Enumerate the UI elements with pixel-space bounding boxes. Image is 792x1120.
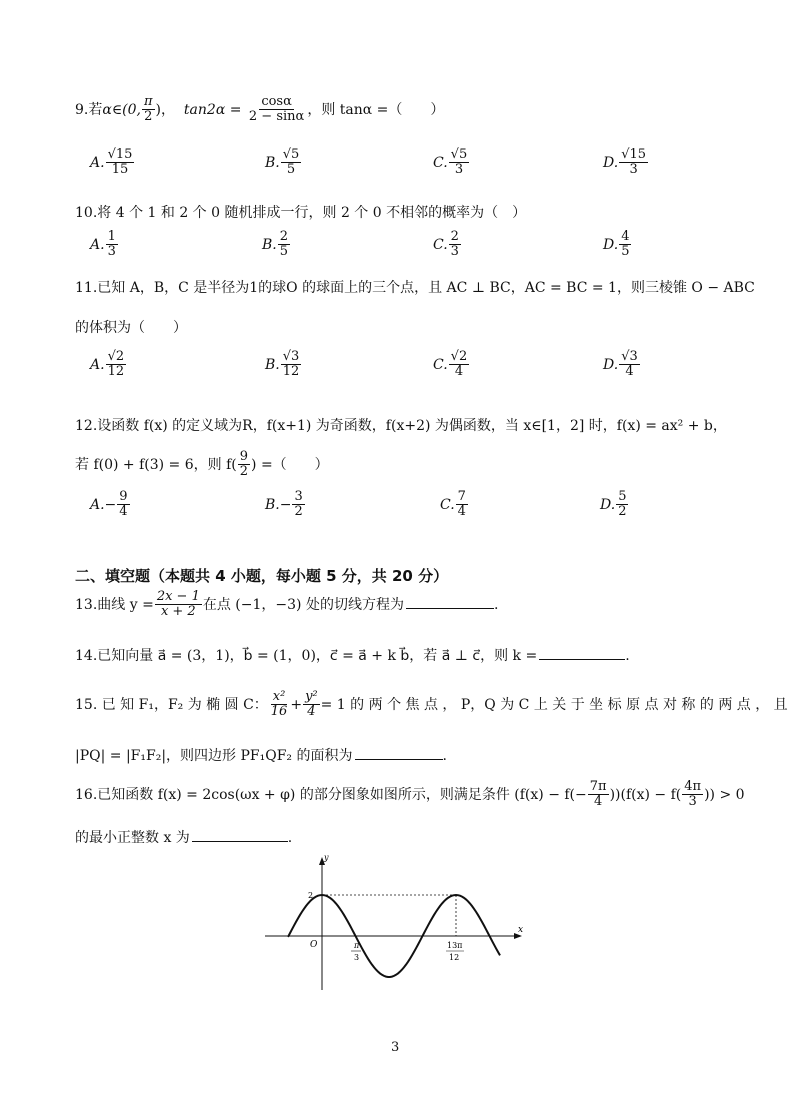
x-tick-pi-3-den: 3 (354, 953, 360, 962)
q9-option-d: D. $\frac{√15}{3}$ (603, 147, 647, 178)
q10-option-b: B. $\frac{2}{5}$ (262, 229, 289, 260)
q13-stem: 13.曲线 y = $\frac{2x - 1}{x + 2}$ 在点 (−1，−3) 处的切线方程为 . (75, 589, 499, 620)
q11-option-d: D. $\frac{√3}{4}$ (603, 349, 638, 380)
x-tick-13pi-12-num: 13π (447, 941, 463, 950)
x-tick-pi-3-num: π (354, 941, 360, 950)
q10-stem: 10.将 4 个 1 和 2 个 0 随机排成一行，则 2 个 0 不相邻的概率为（ ） (75, 205, 527, 221)
cosine-graph (260, 850, 530, 995)
q11-option-b: B. $\frac{√3}{12}$ (265, 349, 300, 380)
x-tick-13pi-12-den: 12 (449, 953, 460, 962)
y-axis-label: y (324, 853, 329, 862)
q11-stem-line2: 的体积为（ ） (75, 320, 187, 336)
q16-stem-line2: 的最小正整数 x 为 . (75, 830, 293, 846)
q14-answer-blank[interactable] (539, 659, 625, 660)
q9-option-c: C. $\frac{√5}{3}$ (433, 147, 468, 178)
q10-option-a: A. $\frac{1}{3}$ (90, 229, 116, 260)
q9-option-b: B. $\frac{√5}{5}$ (265, 147, 300, 178)
q10-option-c: C. $\frac{2}{3}$ (433, 229, 459, 260)
y-tick-label: 2 (308, 891, 314, 900)
q11-stem-line1: 11.已知 A，B，C 是半径为1的球O 的球面上的三个点，且 AC ⊥ BC，AC = BC = 1，则三棱锥 O − ABC (75, 280, 755, 296)
q12-stem-line2: 若 f(0) + f(3) = 6，则 f( $\frac{9}{2}$ ) =（ ） (75, 449, 329, 480)
q9-option-a: A. $\frac{√15}{15}$ (90, 147, 133, 178)
q16-stem-line1: 16.已知函数 f(x) = 2cos(ωx + φ) 的部分图象如图所示，则满足条件 (f(x) − f(− $\frac{7\pi}{4}$ ))(f(x) − f( $\frac{4\pi}{3}$ )) > 0 (75, 779, 745, 810)
q15-answer-blank[interactable] (355, 759, 443, 760)
q10-option-d: D. $\frac{4}{5}$ (603, 229, 630, 260)
q11-option-a: A. $\frac{√2}{12}$ (90, 349, 125, 380)
q9-stem: 9.若α∈(0, $\frac{\pi}{2}$ )， tan2α = $\frac{\cos\alpha}{2 - \sin\alpha}$ ，则 tanα =（ ） (75, 94, 445, 125)
q16-answer-blank[interactable] (192, 841, 288, 842)
q13-answer-blank[interactable] (406, 608, 494, 609)
q12-option-a: A.− $\frac{9}{4}$ (90, 489, 128, 520)
q12-option-c: C. $\frac{7}{4}$ (440, 489, 466, 520)
q12-stem-line1: 12.设函数 f(x) 的定义域为R，f(x+1) 为奇函数，f(x+2) 为偶函数，当 x∈[1，2] 时，f(x) = ax² + b， (75, 418, 727, 434)
q12-option-d: D. $\frac{5}{2}$ (600, 489, 627, 520)
section-2-heading: 二、填空题（本题共 4 小题，每小题 5 分，共 20 分） (75, 567, 449, 585)
x-axis-label: x (518, 925, 524, 935)
q15-stem-line2: |PQ| = |F₁F₂|，则四边形 PF₁QF₂ 的面积为 . (75, 748, 447, 764)
page-number: 3 (391, 1040, 400, 1055)
q15-stem-line1: 15. 已 知 F₁，F₂ 为 椭 圆 C： $\frac{\text{x²}}{16}$ + $\frac{\text{y²}}{4}$ = 1 的 两 个 焦 点 ， P，Q 为 C 上 关 于 坐 标 原 点 对 称 的 两 点 ， 且 (75, 689, 788, 720)
origin-label: O (310, 940, 318, 950)
q12-option-b: B.− $\frac{3}{2}$ (265, 489, 303, 520)
q14-stem: 14.已知向量 a⃗ = (3，1)，b⃗ = (1，0)，c⃗ = a⃗ + k b⃗，若 a⃗ ⊥ c⃗，则 k = . (75, 648, 630, 664)
q11-option-c: C. $\frac{√2}{4}$ (433, 349, 468, 380)
